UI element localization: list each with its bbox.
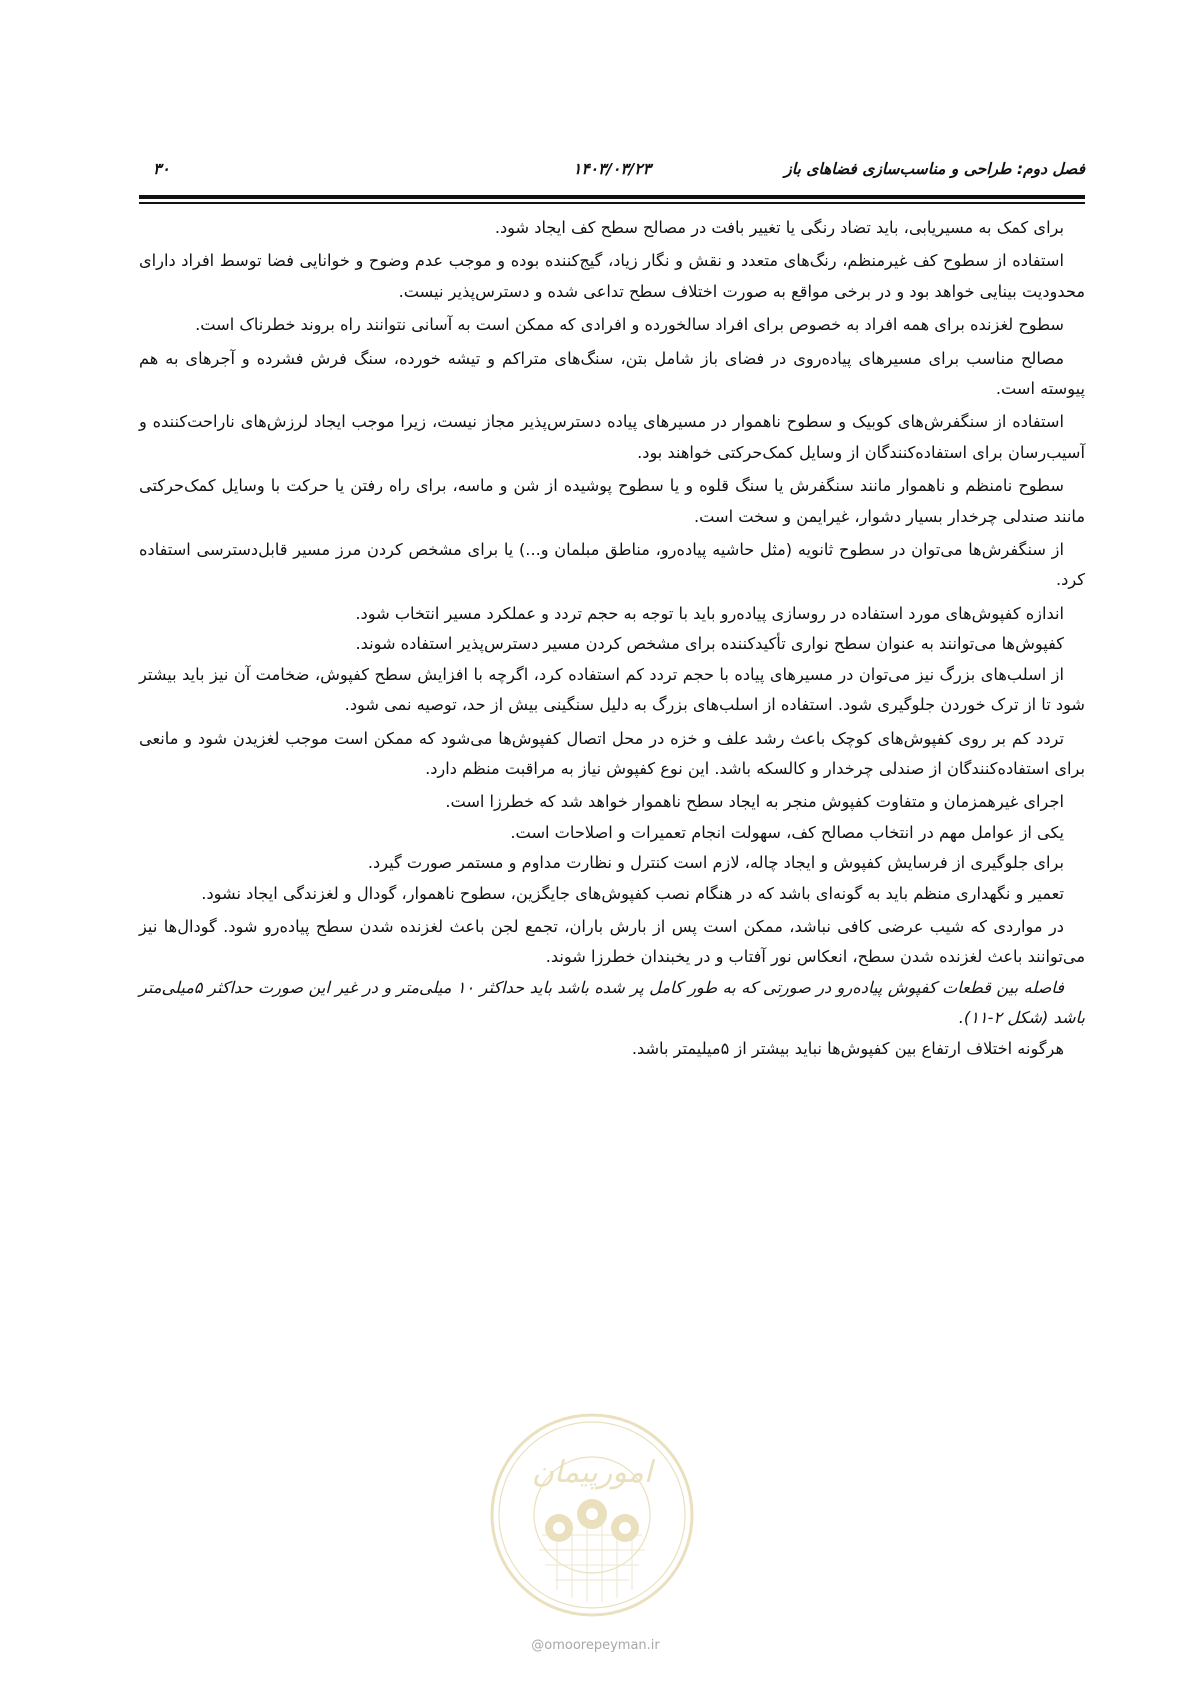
paragraph: در مواردی که شیب عرضی کافی نباشد، ممکن است پس از بارش باران، تجمع لجن باعث لغزنده شدن سطح پیاده‌رو شود. گودال‌ها نیز می‌توانند باعث لغزنده شدن سطح، انعکاس نور آفتاب و در یخبندان خطرزا شوند. — [139, 916, 1085, 967]
chapter-title: فصل دوم: طراحی و مناسب‌سازی فضاهای باز — [784, 160, 1085, 178]
paragraph: سطوح لغزنده برای همه افراد به خصوص برای افراد سالخورده و افرادی که ممکن است به آسانی نتوانند راه بروند خطرناک است. — [195, 315, 1064, 335]
page-number: ۳۰ — [153, 160, 170, 178]
paragraph-italic: فاصله بین قطعات کفپوش پیاده‌رو در صورتی که به طور کامل پر شده باشد باید حداکثر ۱۰ میلی‌متر و در غیر این صورت حداکثر ۵میلی‌متر باشد (شکل ۲-۱۱). — [139, 977, 1085, 1028]
paragraph: کفپوش‌ها می‌توانند به عنوان سطح نواری تأکیدکننده برای مشخص کردن مسیر دسترس‌پذیر استفاده شوند. — [355, 634, 1064, 654]
paragraph: اجرای غیرهمزمان و متفاوت کفپوش منجر به ایجاد سطح ناهموار خواهد شد که خطرزا است. — [445, 792, 1064, 812]
paragraph: برای کمک به مسیریابی، باید تضاد رنگی یا تغییر بافت در مصالح سطح کف ایجاد شود. — [494, 218, 1064, 237]
paragraph: سطوح نامنظم و ناهموار مانند سنگفرش یا سنگ قلوه و یا سطوح پوشیده از شن و ماسه، برای راه رفتن یا حرکت با وسایل کمک‌حرکتی مانند صندلی چرخدار بسیار دشوار، غیرایمن و سخت است. — [139, 476, 1085, 526]
paragraph: از سنگفرش‌ها می‌توان در سطوح ثانویه (مثل حاشیه پیاده‌رو، مناطق مبلمان و...) یا برای مشخص کردن مرز مسیر قابل‌دسترسی استفاده کرد. — [139, 540, 1085, 590]
header-rule-thin — [139, 202, 1085, 204]
paragraph: برای جلوگیری از فرسایش کفپوش و ایجاد چاله، لازم است کنترل و نظارت مداوم و مستمر صورت گیرد. — [367, 853, 1064, 873]
paragraph: تعمیر و نگهداری منظم باید به گونه‌ای باشد که در هنگام نصب کفپوش‌های جایگزین، سطوح ناهموار، گودال و لغزندگی ایجاد نشود. — [201, 883, 1064, 903]
paragraph: مصالح مناسب برای مسیرهای پیاده‌روی در فضای باز شامل بتن، سنگ‌های متراکم و تیشه خورده، سنگ فرش فشرده و آجرهای به هم پیوسته است. — [139, 348, 1085, 399]
running-header — [139, 156, 1085, 188]
paragraph: هرگونه اختلاف ارتفاع بین کفپوش‌ها نباید بیشتر از ۵میلیمتر باشد. — [631, 1038, 1064, 1058]
paragraph: استفاده از سنگفرش‌های کوبیک و سطوح ناهموار در مسیرهای پیاده دسترس‌پذیر مجاز نیست، زیرا موجب ایجاد لرزش‌های ناراحت‌کننده و آسیب‌رسان برای استفاده‌کنندگان از وسایل کمک‌حرکتی خواهند بود. — [139, 412, 1085, 462]
header-date: ۱۴۰۳/۰۳/۲۳ — [573, 160, 651, 178]
header-rule-thick — [139, 195, 1085, 199]
paragraph: از اسلب‌های بزرگ نیز می‌توان در مسیرهای پیاده با حجم تردد کم استفاده کرد، اگرچه با افزایش سطح کفپوش، ضخامت آن نیز باید بیشتر شود تا از ترک خوردن جلوگیری شود. استفاده از اسلب‌های بزرگ به دلیل سنگینی بیش از حد، توصیه نمی شود. — [139, 664, 1085, 715]
paragraph: استفاده از سطوح کف غیرمنظم، رنگ‌های متعدد و نقش و نگار زیاد، گیج‌کننده بوده و موجب عدم وضوح و خوانایی فضا توسط افراد دارای محدودیت بینایی خواهد بود و در برخی مواقع به صورت اختلاف سطح تداعی شده و دسترس‌پذیر نیست. — [139, 251, 1085, 301]
watermark-site: @omoorepeyman.ir — [531, 1638, 660, 1653]
watermark-logo-text: امورپیمان — [531, 1455, 653, 1490]
paragraph: یکی از عوامل مهم در انتخاب مصالح کف، سهولت انجام تعمیرات و اصلاحات است. — [510, 822, 1064, 842]
body-text — [139, 213, 1085, 1064]
watermark-logo — [487, 1410, 697, 1620]
paragraph: اندازه کفپوش‌های مورد استفاده در روسازی پیاده‌رو باید با توجه به حجم تردد و عملکرد مسیر انتخاب شود. — [355, 603, 1064, 623]
paragraph: تردد کم بر روی کفپوش‌های کوچک باعث رشد علف و خزه در محل اتصال کفپوش‌ها می‌شود که ممکن است موجب لغزیدن شود و مانعی برای استفاده‌کنندگان از صندلی چرخدار و کالسکه باشد. این نوع کفپوش نیاز به مراقبت منظم دارد. — [139, 728, 1085, 778]
